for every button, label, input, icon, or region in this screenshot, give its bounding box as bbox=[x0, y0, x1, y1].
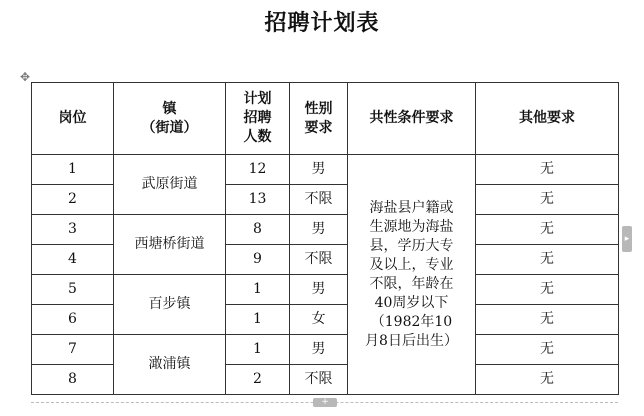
add-column-handle-icon[interactable]: ▸ bbox=[622, 226, 632, 252]
header-post: 岗位 bbox=[32, 83, 114, 155]
other-cell: 无 bbox=[476, 245, 619, 275]
post-cell: 1 bbox=[32, 155, 114, 185]
post-cell: 2 bbox=[32, 185, 114, 215]
common-condition-cell bbox=[348, 155, 476, 395]
count-cell: 1 bbox=[226, 335, 290, 365]
table-row bbox=[32, 215, 619, 245]
other-cell: 无 bbox=[476, 365, 619, 395]
condition-line: 不限，年龄在 bbox=[369, 275, 454, 292]
town-cell: 西塘桥街道 bbox=[114, 215, 226, 275]
other-cell: 无 bbox=[476, 185, 619, 215]
other-cell: 无 bbox=[476, 215, 619, 245]
count-cell: 1 bbox=[226, 275, 290, 305]
table-row bbox=[32, 275, 619, 305]
header-gender: 性别 要求 bbox=[290, 83, 348, 155]
recruitment-plan-table bbox=[31, 82, 619, 395]
count-cell: 9 bbox=[226, 245, 290, 275]
gender-cell: 女 bbox=[290, 305, 348, 335]
count-cell: 12 bbox=[226, 155, 290, 185]
gender-cell: 不限 bbox=[290, 365, 348, 395]
header-other: 其他要求 bbox=[476, 83, 619, 155]
other-cell: 无 bbox=[476, 155, 619, 185]
table-row bbox=[32, 335, 619, 365]
count-cell: 13 bbox=[226, 185, 290, 215]
town-cell: 武原街道 bbox=[114, 155, 226, 215]
header-town: 镇 （街道） bbox=[114, 83, 226, 155]
count-cell: 2 bbox=[226, 365, 290, 395]
count-cell: 1 bbox=[226, 305, 290, 335]
town-cell: 澉浦镇 bbox=[114, 335, 226, 395]
page-title: 招聘计划表 bbox=[264, 11, 380, 36]
gender-cell: 男 bbox=[290, 215, 348, 245]
count-cell: 8 bbox=[226, 215, 290, 245]
header-common: 共性条件要求 bbox=[348, 83, 476, 155]
add-row-handle-icon[interactable]: + bbox=[313, 398, 337, 407]
other-cell: 无 bbox=[476, 305, 619, 335]
gender-cell: 不限 bbox=[290, 245, 348, 275]
other-cell: 无 bbox=[476, 335, 619, 365]
post-cell: 8 bbox=[32, 365, 114, 395]
condition-line: 县，学历大专 bbox=[369, 237, 454, 254]
header-count: 计划 招聘 人数 bbox=[226, 83, 290, 155]
condition-line: 40周岁以下 bbox=[374, 294, 449, 311]
gender-cell: 不限 bbox=[290, 185, 348, 215]
post-cell: 5 bbox=[32, 275, 114, 305]
condition-line: 月8日后出生） bbox=[365, 332, 458, 349]
post-cell: 6 bbox=[32, 305, 114, 335]
post-cell: 7 bbox=[32, 335, 114, 365]
condition-line: 及以上，专业 bbox=[369, 256, 454, 273]
post-cell: 3 bbox=[32, 215, 114, 245]
other-cell: 无 bbox=[476, 275, 619, 305]
condition-line: 生源地为海盐 bbox=[369, 218, 454, 235]
gender-cell: 男 bbox=[290, 155, 348, 185]
town-cell: 百步镇 bbox=[114, 275, 226, 335]
post-cell: 4 bbox=[32, 245, 114, 275]
gender-cell: 男 bbox=[290, 335, 348, 365]
condition-line: 海盐县户籍或 bbox=[369, 199, 454, 216]
gender-cell: 男 bbox=[290, 275, 348, 305]
condition-line: （1982年10 bbox=[370, 313, 453, 330]
table-row bbox=[32, 155, 619, 185]
table-move-handle-icon[interactable]: ✥ bbox=[19, 70, 31, 84]
header-row bbox=[32, 83, 619, 155]
